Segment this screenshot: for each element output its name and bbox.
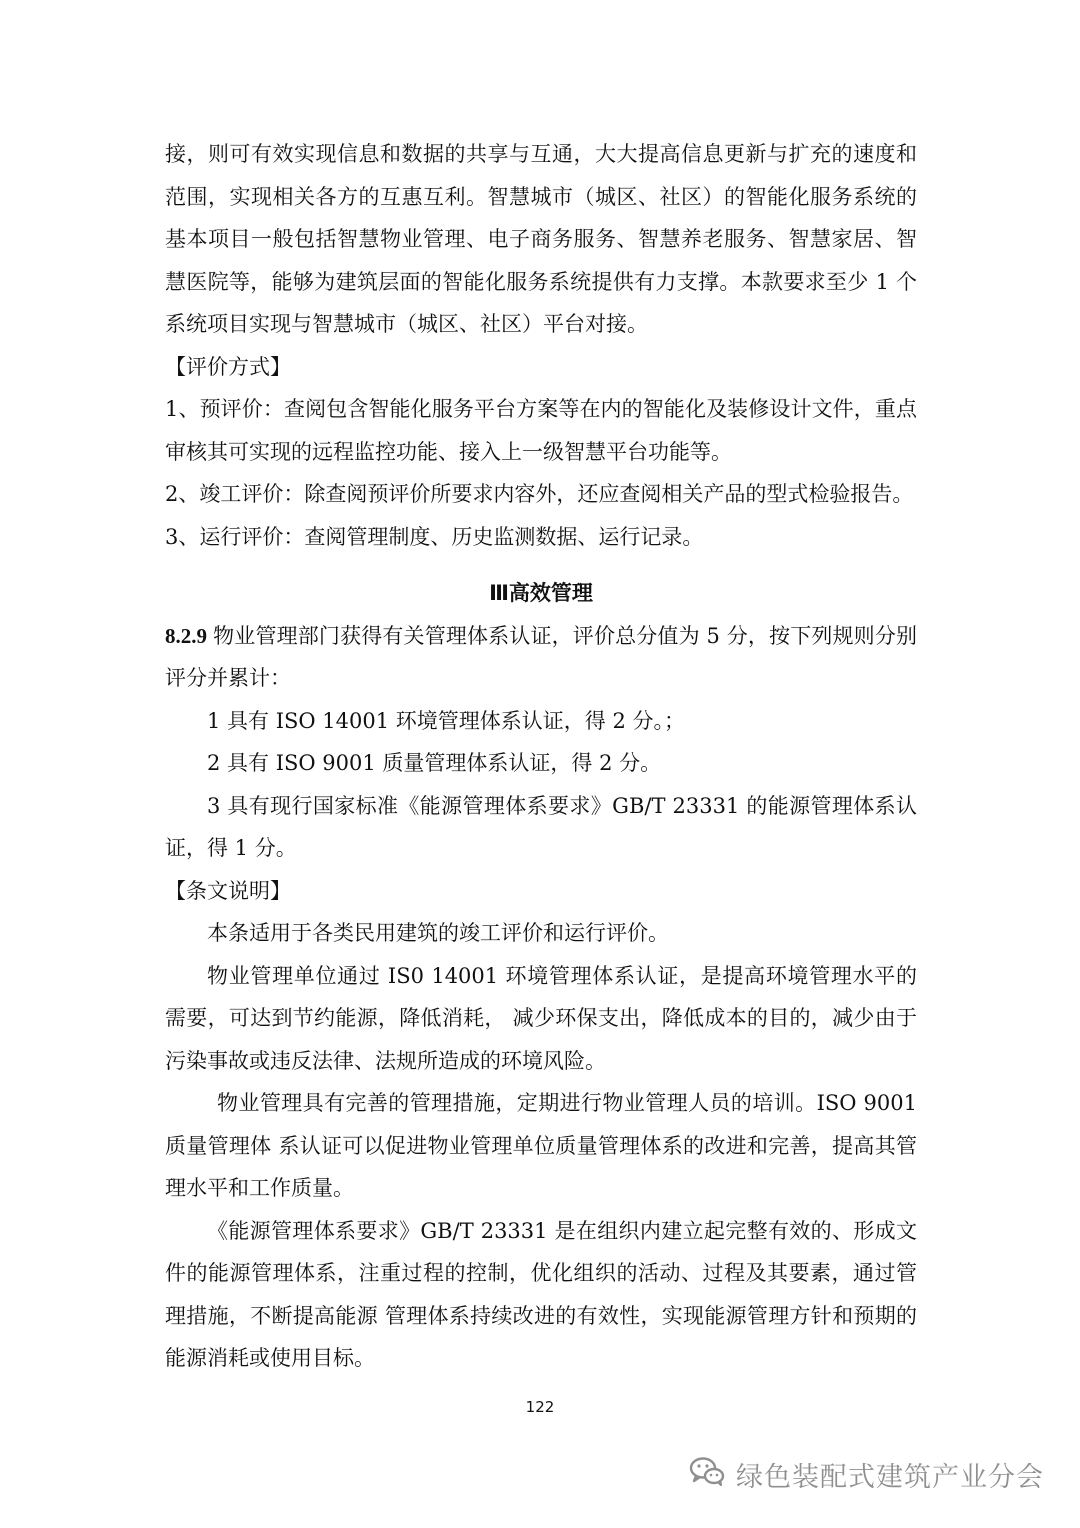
page-number: 122 (525, 1398, 555, 1416)
explanation-heading: 【条文说明】 (165, 878, 291, 903)
evaluation-item-pre: 1、预评价：查阅包含智能化服务平台方案等在内的智能化及装修设计文件，重点审核其可实现的远程监控功能、接入上一级智慧平台功能等。 (165, 397, 917, 464)
page-body (165, 133, 917, 1380)
evaluation-item-completion: 2、竣工评价：除查阅预评价所要求内容外，还应查阅相关产品的型式检验报告。 (165, 482, 914, 506)
evaluation-item-operation: 3、运行评价：查阅管理制度、历史监测数据、运行记录。 (165, 524, 704, 549)
explanation-paragraph-3: 物业管理具有完善的管理措施，定期进行物业管理人员的培训。ISO 9001 质量管理体 系认证可以促进物业管理单位质量管理体系的改进和完善，提高其管理水平和工作质量。 (165, 1091, 917, 1200)
explanation-paragraph-2: 物业管理单位通过 IS0 14001 环境管理体系认证，是提高环境管理水平的需要，可达到节约能源，降低消耗， 减少环保支出，降低成本的目的，减少由于污染事故或违反法律、法规所造成的环境风险。 (165, 963, 917, 1073)
wechat-icon (688, 1455, 726, 1494)
clause-number: 8.2.9 (165, 623, 207, 648)
section-heading: Ⅲ高效管理 (489, 581, 593, 605)
rule-item-3: 3 具有现行国家标准《能源管理体系要求》GB/T 23331 的能源管理体系认证，得 1 分。 (165, 793, 917, 860)
watermark-text: 绿色装配式建筑产业分会 (736, 1461, 1044, 1493)
rule-item-2: 2 具有 ISO 9001 质量管理体系认证，得 2 分。 (207, 751, 662, 775)
evaluation-method-heading: 【评价方式】 (165, 354, 291, 379)
clause-text: 物业管理部门获得有关管理体系认证，评价总分值为 5 分，按下列规则分别评分并累计： (165, 623, 917, 690)
watermark (688, 1452, 1044, 1496)
clause-paragraph (165, 615, 917, 700)
explanation-paragraph-4: 《能源管理体系要求》GB/T 23331 是在组织内建立起完整有效的、形成文件的能源管理体系，注重过程的控制，优化组织的活动、过程及其要素，通过管理措施，不断提高能源 管理体系持续改进的有效性，实现能源管理方针和预期的能源消耗或使用目标。 (165, 1218, 917, 1370)
rule-item-1: 1 具有 ISO 14001 环境管理体系认证，得 2 分。； (207, 708, 685, 733)
paragraph-intro: 接，则可有效实现信息和数据的共享与互通，大大提高信息更新与扩充的速度和范围，实现相关各方的互惠互利。智慧城市（城区、社区）的智能化服务系统的基本项目一般包括智慧物业管理、电子商务服务、智慧养老服务、智慧家居、智慧医院等，能够为建筑层面的智能化服务系统提供有力支撑。本款要求至少 1 个系统项目实现与智慧城市（城区、社区）平台对接。 (165, 142, 917, 336)
explanation-paragraph-1: 本条适用于各类民用建筑的竣工评价和运行评价。 (207, 921, 669, 945)
